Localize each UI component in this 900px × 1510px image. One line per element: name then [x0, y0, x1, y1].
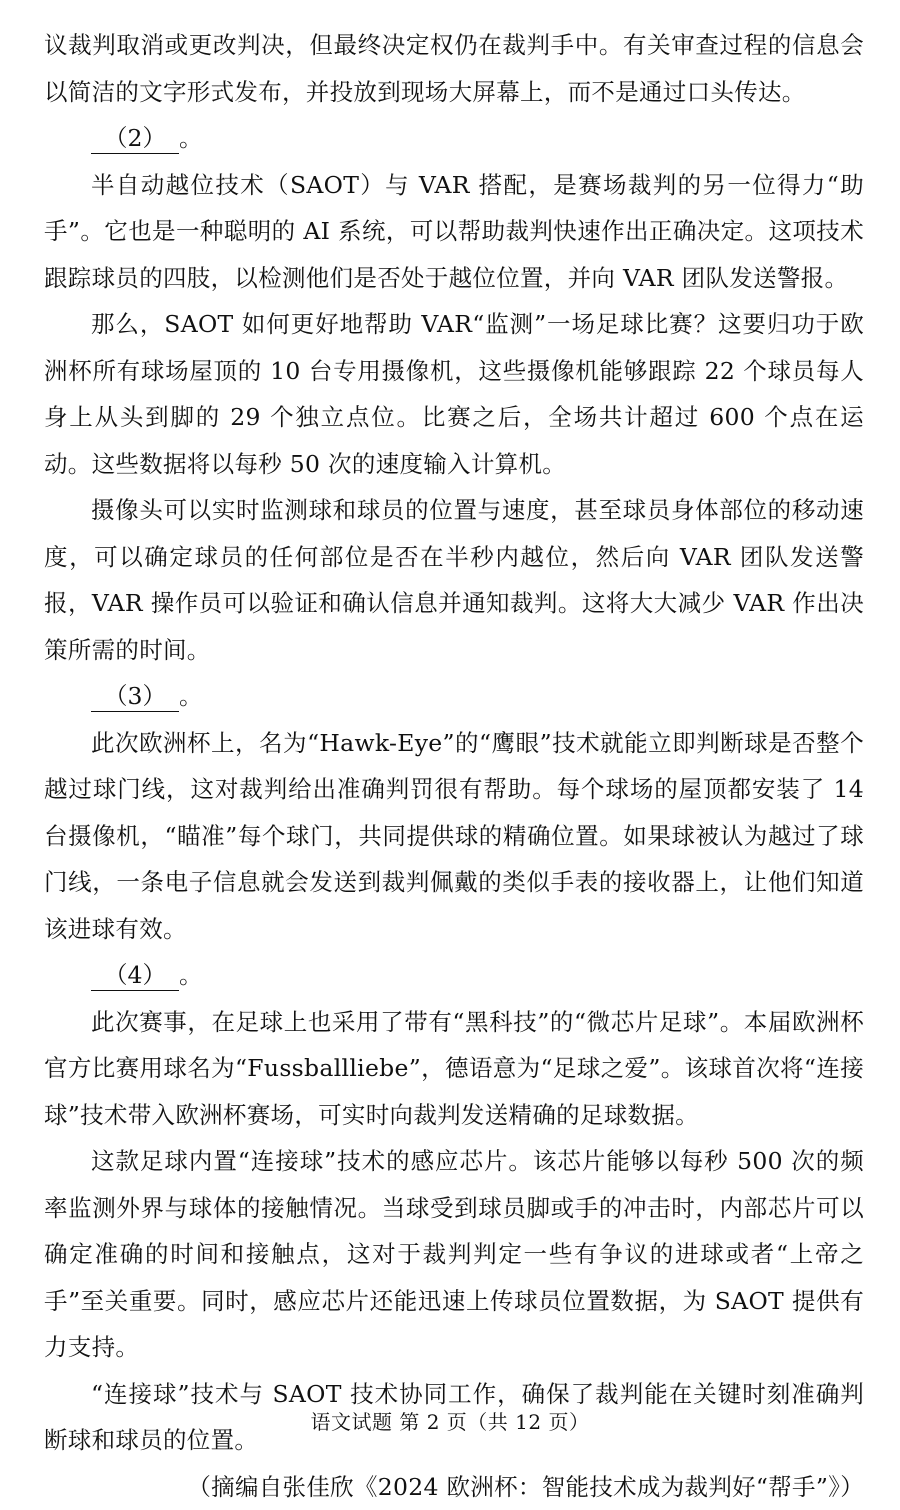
- paragraph-microchip-ball: 此次赛事，在足球上也采用了带有“黑科技”的“微芯片足球”。本届欧洲杯官方比赛用球名为“Fussballliebe”，德语意为“足球之爱”。该球首次将“连接球”技术带入欧洲杯赛场，可实时向裁判发送精确的足球数据。: [44, 999, 864, 1139]
- paragraph-sensor-chip: 这款足球内置“连接球”技术的感应芯片。该芯片能够以每秒 500 次的频率监测外界与球体的接触情况。当球受到球员脚或手的冲击时，内部芯片可以确定准确的时间和接触点，这对于裁判判定一些有争议的进球或者“上帝之手”至关重要。同时，感应芯片还能迅速上传球员位置数据，为 SAOT 提供有力支持。: [44, 1138, 864, 1371]
- blank-suffix: 。: [179, 961, 203, 989]
- blank-suffix: 。: [179, 124, 203, 152]
- fill-blank-2: [44, 115, 864, 162]
- page-footer: 语文试题 第 2 页（共 12 页）: [0, 1408, 900, 1436]
- blank-number: （3）: [91, 681, 179, 712]
- paragraph-saot-intro: 半自动越位技术（SAOT）与 VAR 搭配，是赛场裁判的另一位得力“助手”。它也是一种聪明的 AI 系统，可以帮助裁判快速作出正确决定。这项技术跟踪球员的四肢，以检测他们是否处于越位位置，并向 VAR 团队发送警报。: [44, 162, 864, 302]
- blank-suffix: 。: [179, 682, 203, 710]
- fill-blank-3: [44, 673, 864, 720]
- blank-number: （4）: [91, 960, 179, 991]
- paragraph-hawk-eye: 此次欧洲杯上，名为“Hawk-Eye”的“鹰眼”技术就能立即判断球是否整个越过球门线，这对裁判给出准确判罚很有帮助。每个球场的屋顶都安装了 14 台摄像机，“瞄准”每个球门，共同提供球的精确位置。如果球被认为越过了球门线，一条电子信息就会发送到裁判佩戴的类似手表的接收器上，让他们知道该进球有效。: [44, 720, 864, 953]
- source-citation: （摘编自张佳欣《2024 欧洲杯：智能技术成为裁判好“帮手”》）: [44, 1464, 864, 1510]
- paragraph-continuation: 议裁判取消或更改判决，但最终决定权仍在裁判手中。有关审查过程的信息会以简洁的文字形式发布，并投放到现场大屏幕上，而不是通过口头传达。: [44, 22, 864, 115]
- fill-blank-4: [44, 952, 864, 999]
- document-body: [44, 22, 864, 1510]
- paragraph-saot-cameras: 那么，SAOT 如何更好地帮助 VAR“监测”一场足球比赛？这要归功于欧洲杯所有球场屋顶的 10 台专用摄像机，这些摄像机能够跟踪 22 个球员每人身上从头到脚的 29 个独立点位。比赛之后，全场共计超过 600 个点在运动。这些数据将以每秒 50 次的速度输入计算机。: [44, 301, 864, 487]
- paragraph-collaboration: “连接球”技术与 SAOT 技术协同工作，确保了裁判能在关键时刻准确判断球和球员的位置。: [44, 1371, 864, 1464]
- blank-number: （2）: [91, 123, 179, 154]
- paragraph-saot-realtime: 摄像头可以实时监测球和球员的位置与速度，甚至球员身体部位的移动速度，可以确定球员的任何部位是否在半秒内越位，然后向 VAR 团队发送警报，VAR 操作员可以验证和确认信息并通知裁判。这将大大减少 VAR 作出决策所需的时间。: [44, 487, 864, 673]
